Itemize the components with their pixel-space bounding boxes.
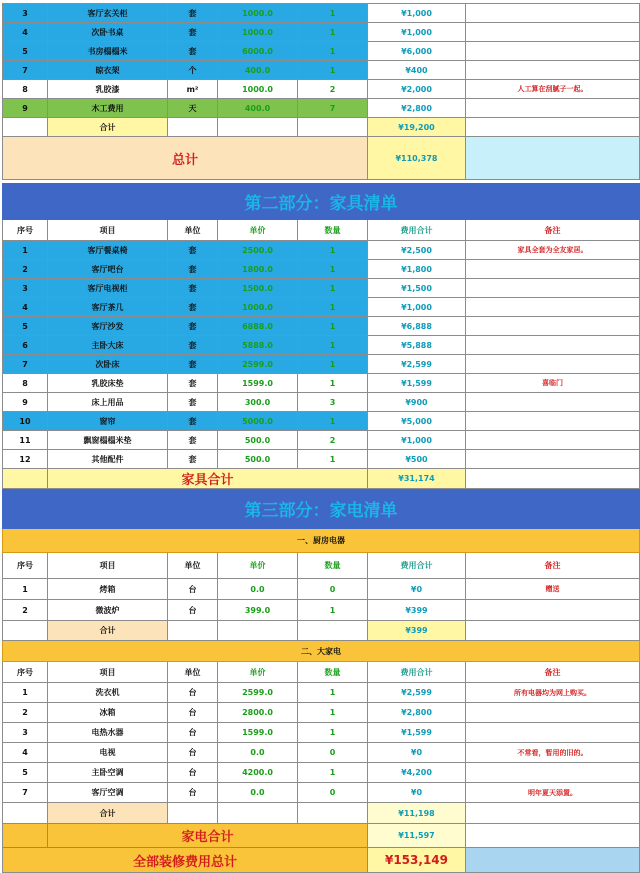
header-item: 项目 [48, 553, 168, 579]
quantity: 1 [298, 42, 368, 61]
quantity: 1 [298, 763, 368, 783]
subtotal-value: ¥19,200 [368, 118, 466, 137]
row-number: 1 [3, 579, 48, 600]
row-total: ¥0 [368, 579, 466, 600]
header-price: 单价 [218, 220, 298, 241]
row-total: ¥4,200 [368, 763, 466, 783]
remark [466, 600, 640, 621]
table-row [3, 336, 640, 355]
row-total: ¥900 [368, 393, 466, 412]
section-title-row [3, 489, 640, 529]
header-price: 单价 [218, 662, 298, 683]
unit-price: 2500.0 [218, 241, 298, 260]
remark: 喜临门 [466, 374, 640, 393]
row-number: 7 [3, 61, 48, 80]
quantity: 3 [298, 393, 368, 412]
table-row [3, 743, 640, 763]
unit-price: 1599.0 [218, 723, 298, 743]
header-qty: 数量 [298, 220, 368, 241]
blank [3, 824, 48, 848]
blank [298, 621, 368, 641]
quantity: 1 [298, 279, 368, 298]
grand-total-label: 全部装修费用总计 [3, 848, 368, 873]
blank [218, 118, 298, 137]
remark: 赠送 [466, 579, 640, 600]
row-number: 5 [3, 317, 48, 336]
subtotal-label: 家电合计 [48, 824, 368, 848]
remark: 明年夏天添置。 [466, 783, 640, 803]
quantity: 1 [298, 600, 368, 621]
row-number: 3 [3, 723, 48, 743]
unit: 套 [168, 374, 218, 393]
remark [466, 723, 640, 743]
header-unit: 单位 [168, 662, 218, 683]
item-name: 客厅电视柜 [48, 279, 168, 298]
unit-price: 500.0 [218, 450, 298, 469]
item-name: 微波炉 [48, 600, 168, 621]
quantity: 1 [298, 23, 368, 42]
table-row [3, 298, 640, 317]
header-total: 费用合计 [368, 220, 466, 241]
unit: 套 [168, 336, 218, 355]
remark [466, 355, 640, 374]
row-number: 2 [3, 600, 48, 621]
item-name: 主卧大床 [48, 336, 168, 355]
remark [466, 260, 640, 279]
row-total: ¥1,800 [368, 260, 466, 279]
row-total: ¥1,500 [368, 279, 466, 298]
header-no: 序号 [3, 220, 48, 241]
row-total: ¥1,599 [368, 374, 466, 393]
unit: 套 [168, 412, 218, 431]
header-unit: 单位 [168, 553, 218, 579]
header-note: 备注 [466, 662, 640, 683]
table-row [3, 600, 640, 621]
row-total: ¥5,000 [368, 412, 466, 431]
row-number: 6 [3, 336, 48, 355]
table-row [3, 431, 640, 450]
table-row [3, 99, 640, 118]
unit: 套 [168, 355, 218, 374]
remark [466, 393, 640, 412]
row-number: 3 [3, 279, 48, 298]
table-row [3, 279, 640, 298]
table-row [3, 763, 640, 783]
row-total: ¥2,800 [368, 99, 466, 118]
remark [466, 298, 640, 317]
quantity: 1 [298, 241, 368, 260]
remark [466, 4, 640, 23]
total-row [3, 137, 640, 180]
item-name: 次卧书桌 [48, 23, 168, 42]
unit: 套 [168, 298, 218, 317]
unit: 天 [168, 99, 218, 118]
item-name: 飘窗榻榻米垫 [48, 431, 168, 450]
blank [3, 803, 48, 824]
header-qty: 数量 [298, 662, 368, 683]
subtotal-label: 合计 [48, 803, 168, 824]
blank [168, 803, 218, 824]
blank [466, 824, 640, 848]
row-number: 10 [3, 412, 48, 431]
remark [466, 61, 640, 80]
item-name: 客厅玄关柜 [48, 4, 168, 23]
header-item: 项目 [48, 662, 168, 683]
unit-price: 1000.0 [218, 4, 298, 23]
table-row [3, 783, 640, 803]
blank [466, 621, 640, 641]
row-number: 7 [3, 783, 48, 803]
header-note: 备注 [466, 553, 640, 579]
unit-price: 0.0 [218, 743, 298, 763]
quantity: 1 [298, 412, 368, 431]
subsection-row [3, 529, 640, 553]
blank [168, 621, 218, 641]
row-total: ¥2,599 [368, 683, 466, 703]
unit-price: 5888.0 [218, 336, 298, 355]
table-row [3, 4, 640, 23]
quantity: 1 [298, 723, 368, 743]
total-value: ¥110,378 [368, 137, 466, 180]
unit-price: 4200.0 [218, 763, 298, 783]
remark: 不常看，暂用的旧的。 [466, 743, 640, 763]
table-row [3, 579, 640, 600]
row-number: 8 [3, 374, 48, 393]
quantity: 7 [298, 99, 368, 118]
row-total: ¥5,888 [368, 336, 466, 355]
row-number: 9 [3, 393, 48, 412]
quantity: 2 [298, 80, 368, 99]
subtotal-value: ¥31,174 [368, 469, 466, 489]
row-total: ¥2,800 [368, 703, 466, 723]
table-row [3, 450, 640, 469]
item-name: 客厅茶几 [48, 298, 168, 317]
quantity: 1 [298, 703, 368, 723]
row-total: ¥6,888 [368, 317, 466, 336]
subtotal-label: 合计 [48, 118, 168, 137]
item-name: 客厅沙发 [48, 317, 168, 336]
item-name: 冰箱 [48, 703, 168, 723]
item-name: 床上用品 [48, 393, 168, 412]
blank [168, 118, 218, 137]
blank [3, 118, 48, 137]
table-row [3, 393, 640, 412]
subsection-title: 二、大家电 [3, 641, 640, 662]
unit: m² [168, 80, 218, 99]
section-title: 第二部分：家具清单 [3, 184, 640, 220]
item-name: 晾衣架 [48, 61, 168, 80]
blank [466, 469, 640, 489]
unit-price: 2599.0 [218, 355, 298, 374]
row-number: 4 [3, 23, 48, 42]
unit-price: 0.0 [218, 579, 298, 600]
blank [218, 803, 298, 824]
remark [466, 763, 640, 783]
unit: 套 [168, 317, 218, 336]
row-total: ¥1,000 [368, 431, 466, 450]
row-total: ¥399 [368, 600, 466, 621]
row-number: 2 [3, 260, 48, 279]
remark: 家具全套为全友家居。 [466, 241, 640, 260]
header-total: 费用合计 [368, 553, 466, 579]
blank [298, 118, 368, 137]
remark [466, 336, 640, 355]
blank [466, 803, 640, 824]
subtotal-value: ¥399 [368, 621, 466, 641]
subtotal-row [3, 118, 640, 137]
item-name: 客厅吧台 [48, 260, 168, 279]
table-row [3, 61, 640, 80]
row-total: ¥400 [368, 61, 466, 80]
section-title-row [3, 184, 640, 220]
row-total: ¥500 [368, 450, 466, 469]
unit: 套 [168, 260, 218, 279]
unit: 套 [168, 241, 218, 260]
unit-price: 1500.0 [218, 279, 298, 298]
row-number: 9 [3, 99, 48, 118]
unit-price: 6888.0 [218, 317, 298, 336]
total-label: 总计 [3, 137, 368, 180]
quantity: 0 [298, 783, 368, 803]
unit-price: 5000.0 [218, 412, 298, 431]
row-number: 4 [3, 743, 48, 763]
header-item: 项目 [48, 220, 168, 241]
unit: 套 [168, 4, 218, 23]
item-name: 书房榻榻米 [48, 42, 168, 61]
quantity: 0 [298, 743, 368, 763]
header-note: 备注 [466, 220, 640, 241]
quantity: 0 [298, 579, 368, 600]
header-row [3, 662, 640, 683]
unit: 台 [168, 579, 218, 600]
remark [466, 703, 640, 723]
table-row [3, 723, 640, 743]
unit: 套 [168, 450, 218, 469]
unit-price: 2599.0 [218, 683, 298, 703]
table-row [3, 317, 640, 336]
row-total: ¥6,000 [368, 42, 466, 61]
quantity: 2 [298, 431, 368, 450]
unit: 套 [168, 279, 218, 298]
header-unit: 单位 [168, 220, 218, 241]
row-total: ¥2,500 [368, 241, 466, 260]
item-name: 电热水器 [48, 723, 168, 743]
unit-price: 399.0 [218, 600, 298, 621]
blank [298, 803, 368, 824]
unit: 套 [168, 42, 218, 61]
table-row [3, 260, 640, 279]
unit-price: 1800.0 [218, 260, 298, 279]
unit-price: 1599.0 [218, 374, 298, 393]
table-row [3, 80, 640, 99]
unit: 台 [168, 783, 218, 803]
quantity: 1 [298, 336, 368, 355]
row-number: 2 [3, 703, 48, 723]
unit: 台 [168, 703, 218, 723]
header-row [3, 220, 640, 241]
unit: 台 [168, 600, 218, 621]
row-number: 11 [3, 431, 48, 450]
quantity: 1 [298, 374, 368, 393]
header-no: 序号 [3, 662, 48, 683]
unit-price: 1000.0 [218, 298, 298, 317]
remark [466, 23, 640, 42]
unit-price: 6000.0 [218, 42, 298, 61]
header-no: 序号 [3, 553, 48, 579]
row-total: ¥2,599 [368, 355, 466, 374]
unit-price: 1000.0 [218, 80, 298, 99]
row-total: ¥1,000 [368, 298, 466, 317]
subtotal-label: 合计 [48, 621, 168, 641]
budget-sheet [2, 3, 640, 873]
subtotal-label: 家具合计 [48, 469, 368, 489]
remark [466, 412, 640, 431]
quantity: 1 [298, 4, 368, 23]
quantity: 1 [298, 355, 368, 374]
unit-price: 500.0 [218, 431, 298, 450]
unit-price: 400.0 [218, 99, 298, 118]
unit: 套 [168, 393, 218, 412]
unit: 台 [168, 723, 218, 743]
row-number: 7 [3, 355, 48, 374]
item-name: 主卧空调 [48, 763, 168, 783]
item-name: 电视 [48, 743, 168, 763]
item-name: 客厅空调 [48, 783, 168, 803]
quantity: 1 [298, 317, 368, 336]
unit: 套 [168, 431, 218, 450]
item-name: 次卧床 [48, 355, 168, 374]
row-total: ¥0 [368, 743, 466, 763]
subtotal-value: ¥11,597 [368, 824, 466, 848]
subtotal-row [3, 621, 640, 641]
unit-price: 2800.0 [218, 703, 298, 723]
unit: 个 [168, 61, 218, 80]
remark [466, 431, 640, 450]
item-name: 客厅餐桌椅 [48, 241, 168, 260]
item-name: 烤箱 [48, 579, 168, 600]
blank [466, 137, 640, 180]
section-title: 第三部分：家电清单 [3, 489, 640, 529]
row-number: 1 [3, 683, 48, 703]
remark [466, 317, 640, 336]
blank [3, 621, 48, 641]
remark: 人工算在刮腻子一起。 [466, 80, 640, 99]
row-number: 5 [3, 763, 48, 783]
remark: 所有电器均为网上购买。 [466, 683, 640, 703]
row-total: ¥1,000 [368, 23, 466, 42]
subtotal-value: ¥11,198 [368, 803, 466, 824]
unit-price: 400.0 [218, 61, 298, 80]
blank [466, 118, 640, 137]
table-row [3, 683, 640, 703]
subtotal-row [3, 824, 640, 848]
row-number: 4 [3, 298, 48, 317]
quantity: 1 [298, 61, 368, 80]
header-qty: 数量 [298, 553, 368, 579]
row-number: 12 [3, 450, 48, 469]
blank [3, 469, 48, 489]
subsection-row [3, 641, 640, 662]
row-number: 8 [3, 80, 48, 99]
subtotal-row [3, 469, 640, 489]
unit: 台 [168, 743, 218, 763]
table-row [3, 374, 640, 393]
unit-price: 1000.0 [218, 23, 298, 42]
table-row [3, 703, 640, 723]
table-row [3, 42, 640, 61]
item-name: 乳胶漆 [48, 80, 168, 99]
remark [466, 99, 640, 118]
header-total: 费用合计 [368, 662, 466, 683]
item-name: 窗帘 [48, 412, 168, 431]
table-row [3, 355, 640, 374]
item-name: 木工费用 [48, 99, 168, 118]
remark [466, 450, 640, 469]
remark [466, 279, 640, 298]
row-total: ¥1,599 [368, 723, 466, 743]
row-number: 5 [3, 42, 48, 61]
blank [466, 848, 640, 873]
table-row [3, 23, 640, 42]
header-price: 单价 [218, 553, 298, 579]
unit: 台 [168, 763, 218, 783]
blank [218, 621, 298, 641]
header-row [3, 553, 640, 579]
quantity: 1 [298, 260, 368, 279]
row-total: ¥2,000 [368, 80, 466, 99]
grand-total-row [3, 848, 640, 873]
unit: 台 [168, 683, 218, 703]
unit-price: 300.0 [218, 393, 298, 412]
item-name: 乳胶床垫 [48, 374, 168, 393]
table-row [3, 241, 640, 260]
quantity: 1 [298, 298, 368, 317]
row-number: 1 [3, 241, 48, 260]
unit: 套 [168, 23, 218, 42]
row-total: ¥1,000 [368, 4, 466, 23]
row-total: ¥0 [368, 783, 466, 803]
quantity: 1 [298, 450, 368, 469]
subtotal-row [3, 803, 640, 824]
unit-price: 0.0 [218, 783, 298, 803]
row-number: 3 [3, 4, 48, 23]
table-row [3, 412, 640, 431]
item-name: 其他配件 [48, 450, 168, 469]
grand-total-value: ¥153,149 [368, 848, 466, 873]
remark [466, 42, 640, 61]
item-name: 洗衣机 [48, 683, 168, 703]
subsection-title: 一、厨房电器 [3, 529, 640, 553]
quantity: 1 [298, 683, 368, 703]
